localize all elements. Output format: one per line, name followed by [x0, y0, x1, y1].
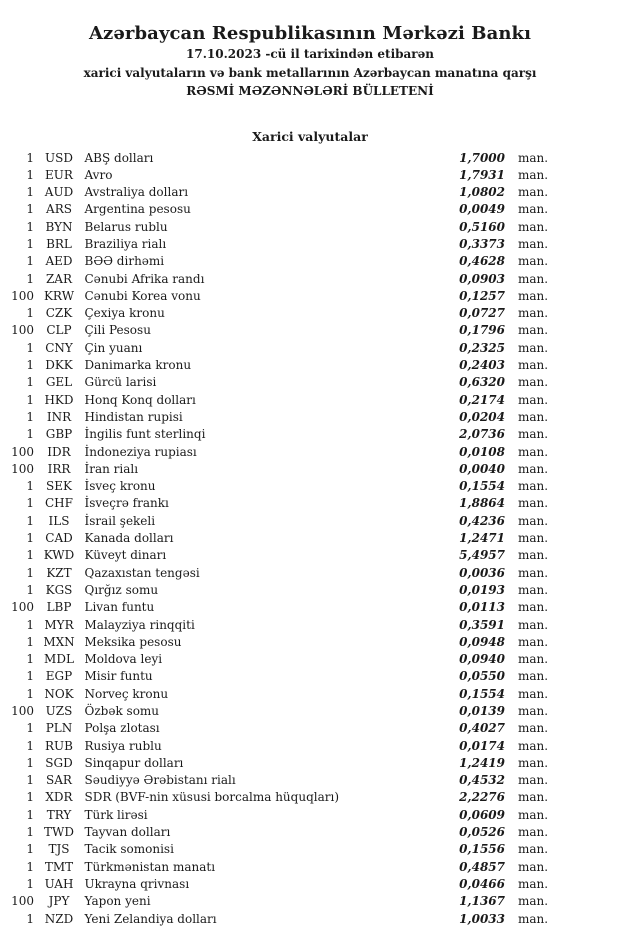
currency-code: ZAR: [45, 271, 73, 286]
rate-unit-label: man.: [518, 600, 549, 615]
currency-row: [10, 426, 547, 443]
rate-unit-label: man.: [518, 461, 549, 476]
currency-name: Avstraliya dolları: [84, 185, 189, 200]
rate-unit-label: man.: [518, 842, 549, 857]
row-quantity: 100: [11, 894, 34, 909]
currency-row: [10, 893, 547, 910]
currency-row: [10, 807, 547, 824]
currency-name: Ukrayna qrivnası: [84, 876, 190, 891]
currency-row: [10, 495, 547, 512]
currency-name: Avro: [84, 167, 113, 182]
currency-name: Rusiya rublu: [84, 738, 162, 753]
rate-value: 0,0609: [459, 807, 505, 822]
row-quantity: 1: [26, 773, 34, 788]
rate-value: 0,0940: [459, 652, 505, 667]
effective-date-line: 17.10.2023 -cü il tarixindən etibarən: [186, 47, 434, 61]
row-quantity: 1: [26, 582, 34, 597]
row-quantity: 1: [26, 790, 34, 805]
currency-row: [10, 184, 547, 201]
row-quantity: 1: [26, 271, 34, 286]
rate-unit-label: man.: [518, 704, 549, 718]
currency-row: [10, 703, 547, 720]
rate-value: 0,0040: [459, 461, 505, 476]
currency-name: İngilis funt sterlinqi: [84, 427, 206, 442]
row-quantity: 1: [26, 842, 34, 857]
currency-row: [10, 720, 547, 737]
row-quantity: 1: [26, 721, 34, 736]
currency-name: SDR (BVF-nin xüsusi borcalma hüquqları): [84, 790, 340, 805]
rate-unit-label: man.: [518, 375, 549, 390]
currency-code: AUD: [44, 185, 74, 200]
rate-value: 0,0903: [459, 271, 505, 286]
currency-row: [10, 582, 547, 599]
rate-unit-label: man.: [518, 807, 549, 822]
currency-row: [10, 513, 547, 530]
rate-value: 0,0727: [459, 306, 505, 321]
currency-code: EGP: [45, 669, 73, 684]
row-quantity: 1: [26, 375, 34, 390]
rate-value: 0,2325: [459, 340, 505, 355]
currency-code: UZS: [45, 704, 73, 718]
row-quantity: 1: [26, 531, 34, 546]
currency-name: Yeni Zelandiya dolları: [84, 911, 217, 926]
currency-code: GBP: [45, 427, 73, 442]
rate-unit-label: man.: [518, 721, 549, 736]
currency-row: [10, 772, 547, 789]
currency-row: [10, 322, 547, 339]
row-quantity: 1: [26, 496, 34, 511]
rate-unit-label: man.: [518, 565, 549, 580]
rate-unit-label: man.: [518, 738, 549, 753]
rate-value: 0,1554: [459, 686, 505, 701]
rate-value: 1,0033: [459, 911, 505, 926]
currency-code: CAD: [45, 531, 73, 546]
currency-name: Belarus rublu: [84, 219, 168, 234]
rate-value: 0,0108: [459, 444, 505, 459]
rate-value: 0,0174: [459, 738, 505, 753]
rate-value: 0,1257: [459, 288, 505, 303]
currency-code: KRW: [43, 288, 75, 303]
row-quantity: 1: [26, 911, 34, 926]
row-quantity: 1: [26, 409, 34, 424]
currency-row: [10, 859, 547, 876]
row-quantity: 1: [26, 167, 34, 182]
rate-unit-label: man.: [518, 167, 549, 182]
row-quantity: 1: [26, 652, 34, 667]
row-quantity: 1: [26, 219, 34, 234]
currency-code: SGD: [45, 755, 73, 770]
row-quantity: 1: [26, 738, 34, 753]
rate-value: 0,1796: [459, 323, 505, 338]
page-title: Azərbaycan Respublikasının Mərkəzi Bankı: [88, 23, 532, 44]
row-quantity: 1: [26, 548, 34, 563]
row-quantity: 1: [26, 807, 34, 822]
row-quantity: 1: [26, 479, 34, 494]
rate-unit-label: man.: [518, 894, 549, 909]
currency-name: Türkmənistan manatı: [84, 859, 216, 874]
rate-value: 1,2419: [459, 755, 505, 770]
currency-row: [10, 530, 547, 547]
rate-unit-label: man.: [518, 358, 549, 373]
rate-value: 0,0049: [459, 202, 505, 217]
currency-name: Özbək somu: [84, 704, 160, 718]
currency-row: [10, 789, 547, 806]
currency-code: ARS: [46, 202, 72, 217]
currency-code: JPY: [48, 894, 70, 909]
currency-name: Səudiyyə Ərəbistanı rialı: [84, 773, 236, 788]
section-title-foreign-currencies: Xarici valyutalar: [252, 128, 368, 144]
currency-name: Meksika pesosu: [84, 634, 182, 649]
rate-value: 1,1367: [459, 894, 505, 909]
currency-code: HKD: [44, 392, 74, 407]
currency-code: IRR: [47, 461, 71, 476]
rate-value: 2,2276: [459, 790, 505, 805]
row-quantity: 1: [26, 876, 34, 891]
rate-value: 0,1556: [459, 842, 505, 857]
currency-code: KGS: [45, 582, 73, 597]
currency-row: [10, 686, 547, 703]
rate-unit-label: man.: [518, 876, 549, 891]
currency-row: [10, 824, 547, 841]
rate-value: 0,3591: [459, 617, 505, 632]
currency-name: Qazaxıstan tengəsi: [84, 565, 200, 580]
rate-value: 0,0113: [459, 600, 505, 615]
rate-value: 2,0736: [459, 427, 505, 442]
row-quantity: 100: [11, 288, 34, 303]
currency-code: MXN: [43, 634, 75, 649]
currency-code: CHF: [45, 496, 73, 511]
currency-row: [10, 668, 547, 685]
rate-unit-label: man.: [518, 773, 549, 788]
rate-unit-label: man.: [518, 444, 549, 459]
currency-name: BƏƏ dirhəmi: [84, 254, 165, 269]
rate-unit-label: man.: [518, 479, 549, 494]
currency-name: Malayziya rinqqiti: [84, 617, 195, 632]
rate-value: 0,4628: [459, 254, 505, 269]
currency-code: CNY: [45, 340, 73, 355]
rate-unit-label: man.: [518, 669, 549, 684]
currency-name: Tayvan dolları: [84, 825, 171, 840]
rate-value: 0,4857: [459, 859, 505, 874]
rate-unit-label: man.: [518, 409, 549, 424]
currency-name: Polşa zlotası: [84, 721, 160, 736]
rate-unit-label: man.: [518, 185, 549, 200]
rate-unit-label: man.: [518, 825, 549, 840]
currency-name: İndoneziya rupiası: [84, 444, 197, 459]
currency-name: Çin yuanı: [84, 340, 143, 355]
currency-code: RUB: [45, 738, 73, 753]
currency-row: [10, 841, 547, 858]
row-quantity: 100: [11, 600, 34, 615]
rate-unit-label: man.: [518, 790, 549, 805]
rate-value: 1,7931: [459, 167, 505, 182]
currency-code: TWD: [44, 825, 74, 840]
currency-row: [10, 392, 547, 409]
currency-code: GEL: [45, 375, 73, 390]
rate-value: 1,2471: [459, 531, 505, 546]
currency-code: SAR: [46, 773, 72, 788]
currency-code: UAH: [44, 876, 74, 891]
currency-code: AED: [45, 254, 73, 269]
currency-code: BYN: [45, 219, 73, 234]
currency-name: Qırğız somu: [84, 582, 159, 597]
rate-unit-label: man.: [518, 202, 549, 217]
currency-name: Sinqapur dolları: [84, 755, 184, 770]
rate-value: 0,5160: [459, 219, 505, 234]
currency-row: [10, 444, 547, 461]
currency-code: MDL: [44, 652, 74, 667]
currency-name: Küveyt dinarı: [84, 548, 167, 563]
currency-name: Cənubi Afrika randı: [84, 271, 205, 286]
rate-unit-label: man.: [518, 236, 549, 251]
row-quantity: 1: [26, 306, 34, 321]
row-quantity: 1: [26, 185, 34, 200]
rate-value: 0,0139: [459, 704, 505, 718]
currency-code: KWD: [43, 548, 75, 563]
rate-value: 0,0036: [459, 565, 505, 580]
rate-value: 0,0948: [459, 634, 505, 649]
rate-unit-label: man.: [518, 288, 549, 303]
currency-name: Argentina pesosu: [84, 202, 191, 217]
rate-unit-label: man.: [518, 271, 549, 286]
currency-code: TRY: [46, 807, 72, 822]
row-quantity: 100: [11, 461, 34, 476]
row-quantity: 1: [26, 202, 34, 217]
currency-name: Cənubi Korea vonu: [84, 288, 201, 303]
currency-row: [10, 634, 547, 651]
currency-rates-table: [0, 150, 620, 928]
row-quantity: 1: [26, 755, 34, 770]
currency-row: [10, 461, 547, 478]
rate-unit-label: man.: [518, 686, 549, 701]
row-quantity: 1: [26, 825, 34, 840]
currency-row: [10, 201, 547, 218]
currency-row: [10, 565, 547, 582]
currency-name: İran rialı: [84, 461, 139, 476]
row-quantity: 1: [26, 254, 34, 269]
rate-unit-label: man.: [518, 306, 549, 321]
rate-value: 1,7000: [459, 150, 505, 165]
rate-value: 0,0466: [459, 876, 505, 891]
currency-name: İsveç kronu: [84, 479, 156, 494]
rate-value: 1,0802: [459, 185, 505, 200]
currency-name: Braziliya rialı: [84, 236, 167, 251]
currency-row: [10, 271, 547, 288]
rate-unit-label: man.: [518, 513, 549, 528]
currency-name: Tacik somonisi: [84, 842, 174, 857]
currency-name: İsveçrə frankı: [84, 496, 169, 511]
bulletin-header: [0, 0, 620, 101]
currency-name: Livan funtu: [84, 600, 155, 615]
currency-code: NOK: [44, 686, 74, 701]
currency-code: LBP: [46, 600, 72, 615]
currency-row: [10, 738, 547, 755]
currency-row: [10, 374, 547, 391]
currency-code: EUR: [45, 167, 73, 182]
row-quantity: 1: [26, 669, 34, 684]
row-quantity: 100: [11, 323, 34, 338]
rate-unit-label: man.: [518, 427, 549, 442]
currency-code: IDR: [47, 444, 71, 459]
rate-value: 0,3373: [459, 236, 505, 251]
currency-row: [10, 340, 547, 357]
rate-value: 5,4957: [459, 548, 505, 563]
row-quantity: 1: [26, 859, 34, 874]
rate-value: 0,0526: [459, 825, 505, 840]
row-quantity: 1: [26, 340, 34, 355]
currency-row: [10, 167, 547, 184]
rate-value: 1,8864: [459, 496, 505, 511]
row-quantity: 1: [26, 427, 34, 442]
currency-name: Yapon yeni: [84, 894, 151, 909]
currency-code: KZT: [46, 565, 72, 580]
currency-code: BRL: [46, 236, 72, 251]
rate-unit-label: man.: [518, 150, 549, 165]
rate-value: 0,0550: [459, 669, 505, 684]
currency-code: CLP: [46, 323, 72, 338]
currency-name: İsrail şekeli: [84, 513, 156, 528]
currency-name: Danimarka kronu: [84, 358, 192, 373]
rate-value: 0,1554: [459, 479, 505, 494]
currency-row: [10, 236, 547, 253]
currency-name: Hindistan rupisi: [84, 409, 183, 424]
rate-unit-label: man.: [518, 634, 549, 649]
currency-row: [10, 150, 547, 167]
row-quantity: 1: [26, 634, 34, 649]
rate-value: 0,0193: [459, 582, 505, 597]
rate-value: 0,2403: [459, 358, 505, 373]
currency-code: INR: [46, 409, 72, 424]
rate-unit-label: man.: [518, 582, 549, 597]
currency-code: USD: [45, 150, 73, 165]
rate-unit-label: man.: [518, 755, 549, 770]
currency-row: [10, 409, 547, 426]
currency-code: NZD: [44, 911, 74, 926]
rate-unit-label: man.: [518, 219, 549, 234]
currency-name: Moldova leyi: [84, 652, 163, 667]
currency-name: Kanada dolları: [84, 531, 174, 546]
row-quantity: 1: [26, 150, 34, 165]
row-quantity: 100: [11, 704, 34, 718]
currency-row: [10, 547, 547, 564]
currency-row: [10, 651, 547, 668]
rate-value: 0,4236: [459, 513, 505, 528]
currency-row: [10, 305, 547, 322]
rate-unit-label: man.: [518, 652, 549, 667]
row-quantity: 1: [26, 686, 34, 701]
currency-row: [10, 617, 547, 634]
currency-name: Türk lirəsi: [84, 807, 148, 822]
currency-name: Gürcü larisi: [84, 375, 157, 390]
currency-row: [10, 253, 547, 270]
currency-name: Çili Pesosu: [84, 323, 151, 338]
rate-value: 0,2174: [459, 392, 505, 407]
rate-unit-label: man.: [518, 548, 549, 563]
rate-unit-label: man.: [518, 617, 549, 632]
rate-unit-label: man.: [518, 496, 549, 511]
rate-value: 0,4027: [459, 721, 505, 736]
currency-name: Misir funtu: [84, 669, 153, 684]
rate-value: 0,6320: [459, 375, 505, 390]
currency-name: Norveç kronu: [84, 686, 169, 701]
currency-name: ABŞ dolları: [84, 150, 154, 165]
subject-line: xarici valyutaların və bank metallarının Azərbaycan manatına qarşı: [83, 65, 537, 80]
currency-code: MYR: [44, 617, 74, 632]
currency-row: [10, 219, 547, 236]
currency-row: [10, 357, 547, 374]
currency-code: TJS: [48, 842, 70, 857]
currency-code: XDR: [45, 790, 73, 805]
row-quantity: 1: [26, 392, 34, 407]
rate-value: 0,4532: [459, 773, 505, 788]
currency-row: [10, 599, 547, 616]
rate-unit-label: man.: [518, 340, 549, 355]
rate-unit-label: man.: [518, 323, 549, 338]
row-quantity: 1: [26, 236, 34, 251]
row-quantity: 1: [26, 617, 34, 632]
currency-row: [10, 755, 547, 772]
currency-code: ILS: [48, 513, 70, 528]
currency-code: PLN: [45, 721, 73, 736]
rate-unit-label: man.: [518, 531, 549, 546]
currency-name: Honq Konq dolları: [84, 392, 196, 407]
currency-code: CZK: [45, 306, 73, 321]
row-quantity: 100: [11, 444, 34, 459]
rate-value: 0,0204: [459, 409, 505, 424]
currency-code: SEK: [46, 479, 72, 494]
bulletin-title-line: RƏSMİ MƏZƏNNƏLƏRİ BÜLLETENİ: [186, 84, 434, 98]
currency-name: Çexiya kronu: [84, 306, 165, 321]
currency-row: [10, 478, 547, 495]
rate-unit-label: man.: [518, 911, 549, 926]
rate-unit-label: man.: [518, 254, 549, 269]
rate-unit-label: man.: [518, 392, 549, 407]
currency-row: [10, 876, 547, 893]
currency-code: TMT: [44, 859, 74, 874]
row-quantity: 1: [26, 358, 34, 373]
currency-code: DKK: [45, 358, 73, 373]
row-quantity: 1: [26, 565, 34, 580]
rate-unit-label: man.: [518, 859, 549, 874]
row-quantity: 1: [26, 513, 34, 528]
currency-row: [10, 288, 547, 305]
currency-row: [10, 911, 547, 928]
